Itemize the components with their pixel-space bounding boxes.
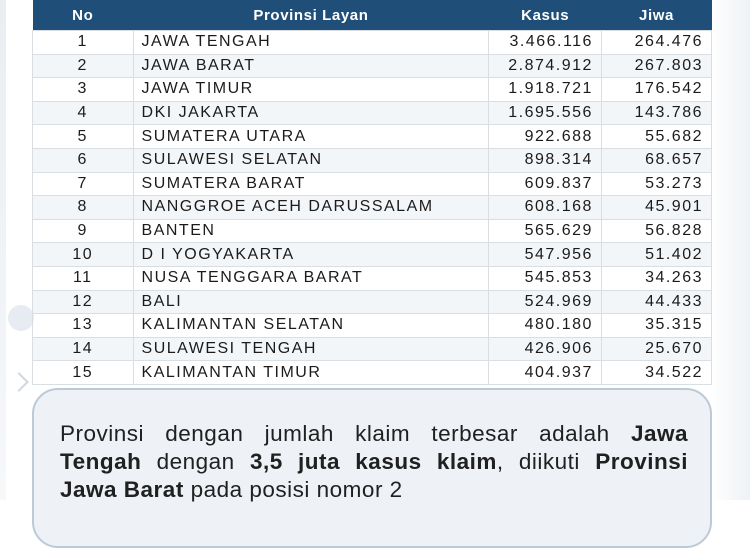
row-province: DKI JAKARTA — [133, 101, 489, 125]
row-cases: 524.969 — [489, 290, 602, 314]
row-no: 8 — [33, 196, 134, 220]
table-row — [33, 314, 712, 338]
left-rail — [0, 0, 6, 500]
row-people: 34.263 — [601, 266, 711, 290]
row-people: 56.828 — [601, 219, 711, 243]
note-text-3: , diikuti — [496, 449, 596, 474]
row-people: 176.542 — [601, 78, 711, 102]
row-no: 3 — [33, 78, 134, 102]
row-no: 7 — [33, 172, 134, 196]
header-no: No — [33, 0, 134, 31]
row-cases: 1.918.721 — [489, 78, 602, 102]
table-row — [33, 361, 712, 385]
table-row — [33, 31, 712, 55]
row-province: KALIMANTAN SELATAN — [133, 314, 489, 338]
row-people: 35.315 — [601, 314, 711, 338]
row-province: JAWA TENGAH — [133, 31, 489, 55]
table-row — [33, 172, 712, 196]
row-cases: 2.874.912 — [489, 54, 602, 78]
row-province: SULAWESI TENGAH — [133, 337, 489, 361]
claims-table-container — [32, 0, 712, 385]
row-cases: 608.168 — [489, 196, 602, 220]
row-cases: 547.956 — [489, 243, 602, 267]
row-people: 25.670 — [601, 337, 711, 361]
row-people: 55.682 — [601, 125, 711, 149]
row-cases: 426.906 — [489, 337, 602, 361]
row-people: 264.476 — [601, 31, 711, 55]
row-province: BANTEN — [133, 219, 489, 243]
table-row — [33, 196, 712, 220]
row-people: 45.901 — [601, 196, 711, 220]
row-no: 6 — [33, 148, 134, 172]
table-row — [33, 219, 712, 243]
table-row — [33, 101, 712, 125]
row-province: D I YOGYAKARTA — [133, 243, 489, 267]
row-cases: 1.695.556 — [489, 101, 602, 125]
note-text-1: Provinsi dengan jumlah klaim terbesar adalah — [60, 421, 631, 446]
table-row — [33, 78, 712, 102]
row-no: 12 — [33, 290, 134, 314]
row-cases: 565.629 — [489, 219, 602, 243]
table-row — [33, 266, 712, 290]
row-province: JAWA TIMUR — [133, 78, 489, 102]
row-people: 51.402 — [601, 243, 711, 267]
row-cases: 922.688 — [489, 125, 602, 149]
table-row — [33, 148, 712, 172]
row-province: NANGGROE ACEH DARUSSALAM — [133, 196, 489, 220]
row-cases: 404.937 — [489, 361, 602, 385]
row-people: 34.522 — [601, 361, 711, 385]
row-province: SUMATERA UTARA — [133, 125, 489, 149]
note-text-2: dengan — [141, 449, 250, 474]
table-row — [33, 125, 712, 149]
row-no: 11 — [33, 266, 134, 290]
row-no: 1 — [33, 31, 134, 55]
chevron-icon — [9, 372, 29, 392]
note-text-4: pada posisi nomor 2 — [183, 477, 403, 502]
row-cases: 609.837 — [489, 172, 602, 196]
row-people: 68.657 — [601, 148, 711, 172]
row-cases: 898.314 — [489, 148, 602, 172]
row-people: 53.273 — [601, 172, 711, 196]
claims-table — [32, 0, 712, 385]
row-province: JAWA BARAT — [133, 54, 489, 78]
row-cases: 480.180 — [489, 314, 602, 338]
note-bold-2: 3,5 juta kasus klaim — [249, 449, 497, 474]
row-no: 14 — [33, 337, 134, 361]
row-province: SUMATERA BARAT — [133, 172, 489, 196]
row-people: 267.803 — [601, 54, 711, 78]
table-body — [33, 31, 712, 385]
row-province: NUSA TENGGARA BARAT — [133, 266, 489, 290]
table-row — [33, 337, 712, 361]
row-province: BALI — [133, 290, 489, 314]
note-bold-3: Provinsi Jawa Barat — [60, 449, 688, 502]
row-no: 5 — [33, 125, 134, 149]
row-no: 13 — [33, 314, 134, 338]
row-province: KALIMANTAN TIMUR — [133, 361, 489, 385]
header-province: Provinsi Layan — [133, 0, 489, 31]
row-cases: 545.853 — [489, 266, 602, 290]
row-no: 4 — [33, 101, 134, 125]
summary-note — [32, 388, 712, 548]
row-people: 44.433 — [601, 290, 711, 314]
table-row — [33, 243, 712, 267]
row-province: SULAWESI SELATAN — [133, 148, 489, 172]
row-cases: 3.466.116 — [489, 31, 602, 55]
row-no: 9 — [33, 219, 134, 243]
table-row — [33, 290, 712, 314]
row-people: 143.786 — [601, 101, 711, 125]
row-no: 15 — [33, 361, 134, 385]
row-no: 10 — [33, 243, 134, 267]
table-header-row — [33, 0, 712, 31]
table-row — [33, 54, 712, 78]
right-rail — [710, 0, 750, 500]
header-people: Jiwa — [601, 0, 711, 31]
row-no: 2 — [33, 54, 134, 78]
header-cases: Kasus — [489, 0, 602, 31]
note-bold-1: Jawa Tengah — [60, 421, 688, 474]
chat-bubble-icon — [8, 305, 34, 331]
